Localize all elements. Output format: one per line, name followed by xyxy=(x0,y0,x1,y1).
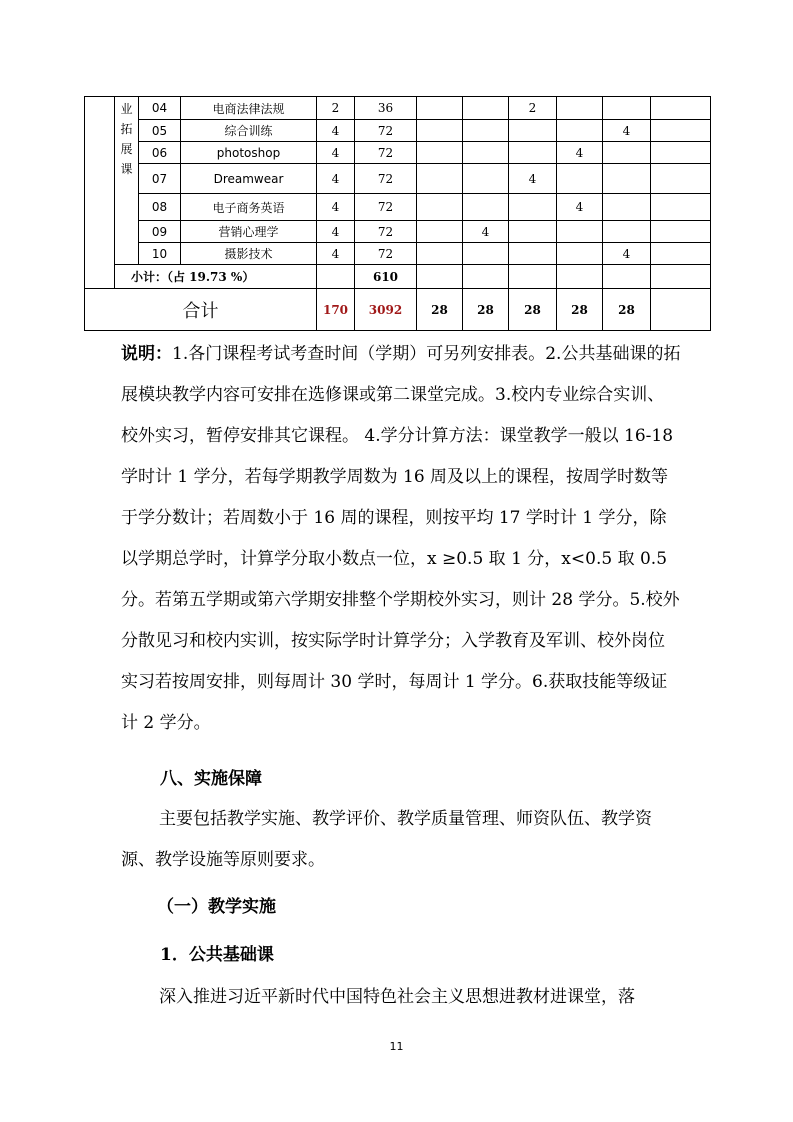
sem-2: 4 xyxy=(463,221,509,243)
sem-1 xyxy=(417,221,463,243)
sem-5 xyxy=(603,221,651,243)
total-sem-1: 28 xyxy=(417,289,463,331)
course-hours: 72 xyxy=(355,221,417,243)
sem-3: 4 xyxy=(509,164,557,194)
table-row xyxy=(85,164,711,194)
table-row xyxy=(85,120,711,142)
sem-4 xyxy=(557,221,603,243)
sem-3 xyxy=(509,243,557,265)
sem-1 xyxy=(417,243,463,265)
sem-4 xyxy=(557,97,603,120)
course-credit: 2 xyxy=(317,97,355,120)
course-name: 营销心理学 xyxy=(181,221,317,243)
sem-5 xyxy=(603,142,651,164)
course-credit: 4 xyxy=(317,194,355,221)
table-row xyxy=(85,221,711,243)
body-paragraph: 深入推进习近平新时代中国特色社会主义思想进教材进课堂，落 xyxy=(159,987,635,1007)
subtotal-row xyxy=(85,265,711,289)
sem-1 xyxy=(417,164,463,194)
sem-3 xyxy=(509,142,557,164)
sem-6 xyxy=(651,243,711,265)
course-hours: 72 xyxy=(355,194,417,221)
subsection-heading: （一）教学实施 xyxy=(157,897,276,917)
subtotal-hours: 610 xyxy=(355,265,417,289)
table-row xyxy=(85,142,711,164)
sem-2 xyxy=(463,120,509,142)
category-cell: 业 拓 展 课 xyxy=(115,97,139,265)
note-lead: 说明： xyxy=(121,344,172,364)
sem-4 xyxy=(557,243,603,265)
course-credit: 4 xyxy=(317,164,355,194)
sem-2 xyxy=(463,194,509,221)
course-credit: 4 xyxy=(317,120,355,142)
subtotal-credit xyxy=(317,265,355,289)
sem-3 xyxy=(509,194,557,221)
sem-6 xyxy=(651,120,711,142)
course-no: 10 xyxy=(139,243,181,265)
course-no: 09 xyxy=(139,221,181,243)
course-no: 05 xyxy=(139,120,181,142)
sem-4 xyxy=(557,164,603,194)
subsubsection-heading: 1．公共基础课 xyxy=(160,945,274,965)
section-heading: 八、实施保障 xyxy=(160,769,262,789)
sem-2 xyxy=(463,164,509,194)
course-no: 06 xyxy=(139,142,181,164)
page-number: 11 xyxy=(389,1040,404,1053)
course-hours: 72 xyxy=(355,164,417,194)
course-no: 04 xyxy=(139,97,181,120)
sem-5 xyxy=(603,97,651,120)
course-credit: 4 xyxy=(317,221,355,243)
sem-4 xyxy=(557,120,603,142)
sem-5 xyxy=(603,194,651,221)
sem-3 xyxy=(509,120,557,142)
course-name: 摄影技术 xyxy=(181,243,317,265)
course-name: 电子商务英语 xyxy=(181,194,317,221)
course-hours: 72 xyxy=(355,142,417,164)
sem-3: 2 xyxy=(509,97,557,120)
table-row xyxy=(85,194,711,221)
total-credit: 170 xyxy=(317,289,355,331)
sem-6 xyxy=(651,221,711,243)
sem-1 xyxy=(417,194,463,221)
total-sem-4: 28 xyxy=(557,289,603,331)
course-credit: 4 xyxy=(317,243,355,265)
course-table xyxy=(84,96,711,331)
total-sem-3: 28 xyxy=(509,289,557,331)
sem-3 xyxy=(509,221,557,243)
sem-5: 4 xyxy=(603,120,651,142)
course-no: 07 xyxy=(139,164,181,194)
sem-1 xyxy=(417,120,463,142)
table-row xyxy=(85,243,711,265)
total-hours: 3092 xyxy=(355,289,417,331)
course-hours: 36 xyxy=(355,97,417,120)
total-row xyxy=(85,289,711,331)
sem-2 xyxy=(463,142,509,164)
course-name: Dreamwear xyxy=(181,164,317,194)
sem-6 xyxy=(651,97,711,120)
course-name: 综合训练 xyxy=(181,120,317,142)
subtotal-label: 小计：（占 19.73 %） xyxy=(115,265,317,289)
sem-6 xyxy=(651,164,711,194)
sem-6 xyxy=(651,194,711,221)
sem-2 xyxy=(463,97,509,120)
total-sem-2: 28 xyxy=(463,289,509,331)
sem-4: 4 xyxy=(557,142,603,164)
note-text: 1.各门课程考试考查时间（学期）可另列安排表。2.公共基础课的拓展模块教学内容可安排在选修课或第二课堂完成。3.校内专业综合实训、校外实习，暂停安排其它课程。 4.学分计算方法：课堂教学一般以 16-18 学时计 1 学分，若每学期教学周数为 16 周及以上的课程，按周学时数等于学分数计；若周数小于 16 周的课程，则按平均 17 学时计 1 学分，除以学期总学时，计算学分取小数点一位，x ≥0.5 取 1 分，x<0.5 取 0.5 分。若第五学期或第六学期安排整个学期校外实习，则计 28 学分。5.校外分散见习和校内实训，按实际学时计算学分；入学教育及军训、校外岗位实习若按周安排，则每周计 30 学时，每周计 1 学分。6.获取技能等级证计 2 学分。 xyxy=(121,344,681,733)
table-row xyxy=(85,97,711,120)
course-credit: 4 xyxy=(317,142,355,164)
course-no: 08 xyxy=(139,194,181,221)
sem-1 xyxy=(417,142,463,164)
course-hours: 72 xyxy=(355,243,417,265)
sem-1 xyxy=(417,97,463,120)
sem-4: 4 xyxy=(557,194,603,221)
sem-5: 4 xyxy=(603,243,651,265)
course-hours: 72 xyxy=(355,120,417,142)
total-label: 合计 xyxy=(85,289,317,331)
group-cell xyxy=(85,97,115,289)
course-name: 电商法律法规 xyxy=(181,97,317,120)
sem-2 xyxy=(463,243,509,265)
section-paragraph: 主要包括教学实施、教学评价、教学质量管理、师资队伍、教学资源、教学设施等原则要求。 xyxy=(121,809,652,870)
sem-6 xyxy=(651,142,711,164)
course-name: photoshop xyxy=(181,142,317,164)
total-sem-5: 28 xyxy=(603,289,651,331)
sem-5 xyxy=(603,164,651,194)
note-paragraph xyxy=(121,334,681,744)
